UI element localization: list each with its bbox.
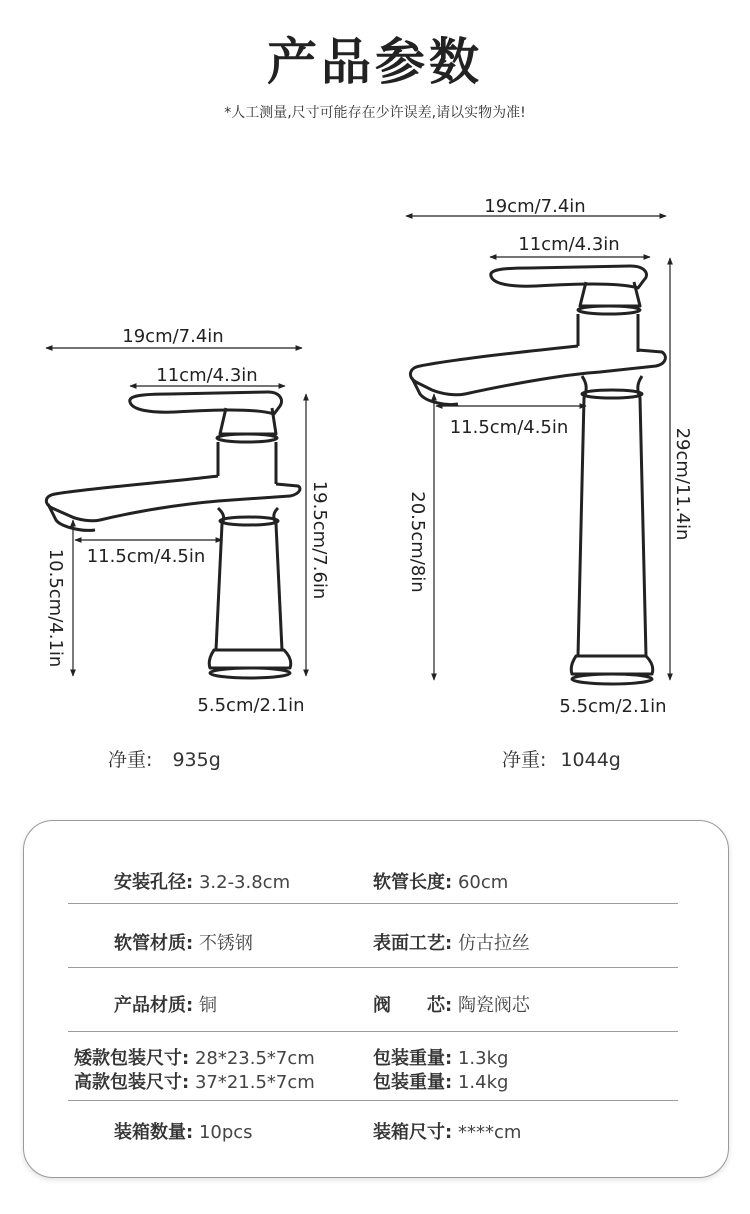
row-divider [68, 1031, 678, 1032]
spec-value: 37*21.5*7cm [194, 1072, 315, 1093]
spec-label: 包装重量: [373, 1048, 453, 1069]
row-divider [68, 1100, 678, 1101]
spec-carton-quantity [114, 1118, 253, 1144]
spec-value: 60cm [457, 872, 509, 893]
spec-hose-length [373, 868, 508, 894]
short-base-diameter-label: 5.5cm/2.1in [197, 695, 305, 716]
tall-overall-width-label: 19cm/7.4in [484, 196, 586, 217]
spec-tall-package-size [74, 1068, 315, 1094]
spec-label: 装箱尺寸: [373, 1122, 453, 1143]
spec-surface-finish [373, 929, 530, 955]
spec-label: 装箱数量: [114, 1122, 194, 1143]
spec-label: 矮款包装尺寸: [74, 1048, 190, 1069]
spec-label: 软管材质: [114, 933, 194, 954]
spec-product-material [114, 991, 217, 1017]
spec-label: 产品材质: [114, 995, 194, 1016]
spec-label: 包装重量: [373, 1072, 453, 1093]
spec-value: 1.4kg [457, 1072, 509, 1093]
tall-net-weight [502, 745, 621, 772]
short-net-weight-label: 净重: [108, 749, 153, 771]
short-total-height-label: 19.5cm/7.6in [309, 480, 330, 600]
spec-short-package-weight [373, 1044, 508, 1070]
spec-label: 高款包装尺寸: [74, 1072, 190, 1093]
spec-value: 仿古拉丝 [457, 933, 530, 954]
spec-short-package-size [74, 1044, 315, 1070]
spec-value: 28*23.5*7cm [194, 1048, 315, 1069]
tall-handle-width-label: 11cm/4.3in [518, 234, 620, 255]
short-handle-width-label: 11cm/4.3in [156, 365, 258, 386]
tall-base-diameter-label: 5.5cm/2.1in [559, 696, 667, 717]
tall-spout-height-label: 20.5cm/8in [407, 491, 428, 593]
spec-table-card [23, 820, 729, 1178]
spec-value: 铜 [198, 995, 217, 1016]
spec-valve-core [373, 991, 530, 1017]
short-net-weight [108, 745, 221, 772]
spec-value: 3.2-3.8cm [198, 872, 291, 893]
tall-faucet-illustration [410, 266, 665, 684]
spec-label: 表面工艺: [373, 933, 453, 954]
spec-value: ****cm [457, 1122, 522, 1143]
spec-value: 陶瓷阀芯 [457, 995, 530, 1016]
spec-carton-size [373, 1118, 521, 1144]
spec-label: 安装孔径: [114, 872, 194, 893]
spec-tall-package-weight [373, 1068, 508, 1094]
tall-total-height-label: 29cm/11.4in [672, 427, 693, 541]
row-divider [68, 903, 678, 904]
spec-label: 阀 芯: [373, 995, 453, 1016]
short-spout-reach-label: 11.5cm/4.5in [86, 546, 206, 567]
tall-net-weight-value: 1044g [560, 749, 621, 771]
spec-value: 1.3kg [457, 1048, 509, 1069]
row-divider [68, 967, 678, 968]
spec-install-hole [114, 868, 290, 894]
spec-label: 软管长度: [373, 872, 453, 893]
tall-net-weight-label: 净重: [502, 749, 547, 771]
spec-value: 10pcs [198, 1122, 253, 1143]
short-overall-width-label: 19cm/7.4in [122, 326, 224, 347]
tall-spout-reach-label: 11.5cm/4.5in [449, 417, 569, 438]
page-title: 产品参数 [267, 32, 483, 91]
short-net-weight-value: 935g [172, 749, 221, 771]
spec-value: 不锈钢 [198, 933, 253, 954]
spec-hose-material [114, 929, 253, 955]
short-faucet-illustration [46, 392, 300, 678]
measurement-disclaimer: *人工测量,尺寸可能存在少许误差,请以实物为准! [224, 105, 526, 121]
short-spout-height-label: 10.5cm/4.1in [45, 548, 66, 668]
